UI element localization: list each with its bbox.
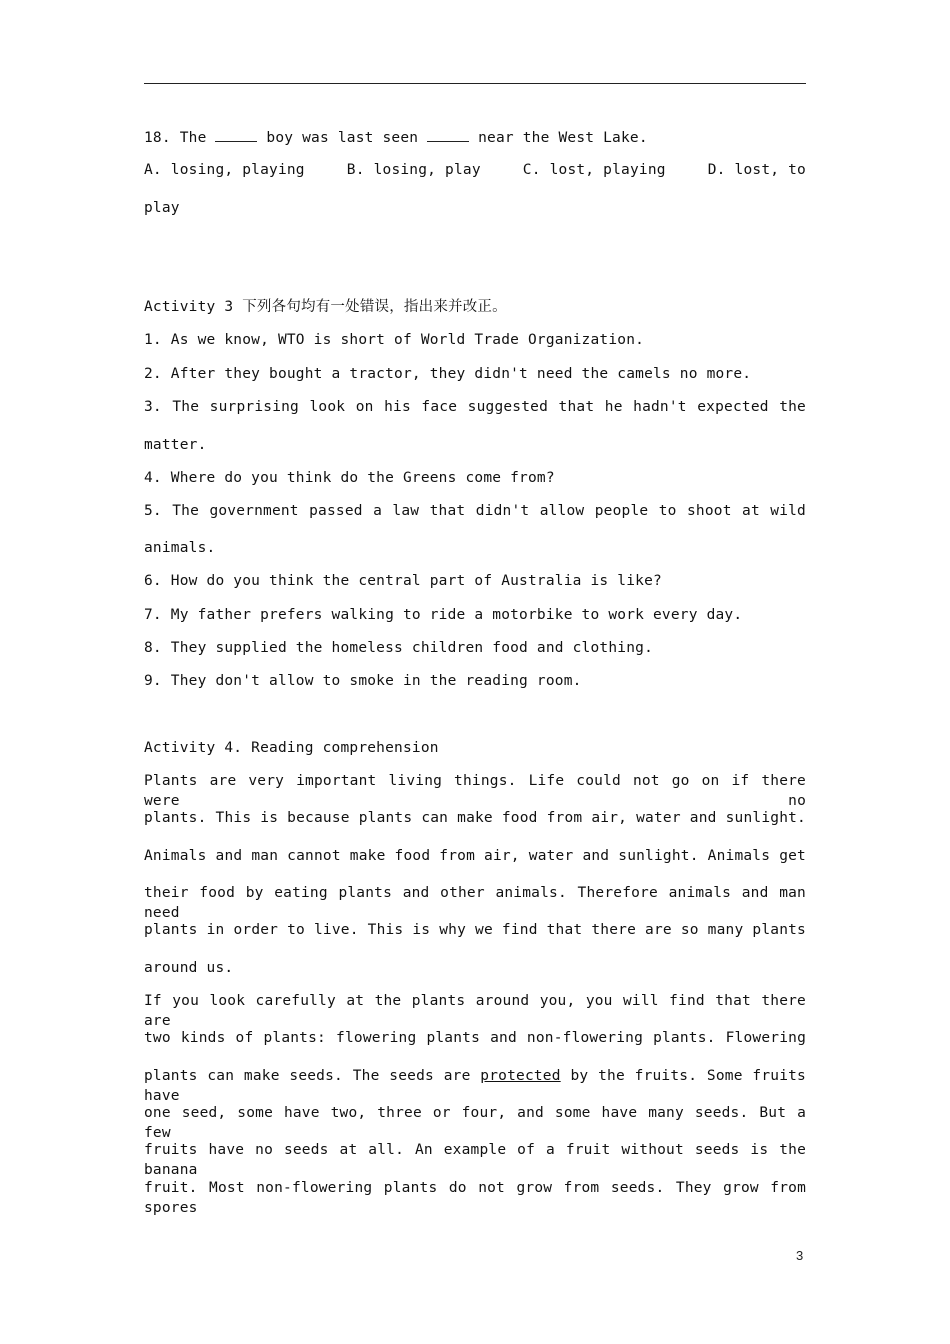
paragraph-line: two kinds of plants: flowering plants and non-flowering plants. Flowering: [144, 1030, 806, 1046]
activity-4-title: Activity 4. Reading comprehension: [144, 740, 439, 756]
option-b: B. losing, play: [346, 162, 481, 178]
option-a: A. losing, playing: [144, 162, 305, 178]
activity-3-item: 9. They don't allow to smoke in the reading room.: [144, 673, 582, 689]
activity-3-item: 3. The surprising look on his face suggested that he hadn't expected the: [144, 399, 806, 415]
activity-3-item-wrap: matter.: [144, 437, 207, 453]
option-d: D. lost, to: [707, 162, 806, 178]
paragraph-line: [144, 1066, 806, 1106]
paragraph-line: one seed, some have two, three or four, and some have many seeds. But a few: [144, 1105, 806, 1141]
option-d-wrap: play: [144, 200, 180, 216]
question-text-end: near the West Lake.: [478, 130, 648, 146]
text-segment: by the fruits. Some fruits have: [144, 1068, 806, 1104]
paragraph-line: If you look carefully at the plants around you, you will find that there are: [144, 993, 806, 1029]
activity-3-item-wrap: animals.: [144, 540, 216, 556]
paragraph-line: their food by eating plants and other animals. Therefore animals and man need: [144, 885, 806, 921]
answer-blank: [215, 127, 257, 142]
question-text-middle: boy was last seen: [266, 130, 419, 146]
question-18: [144, 127, 806, 148]
question-18-options: [144, 160, 806, 180]
paragraph-line: plants in order to live. This is why we find that there are so many plants: [144, 922, 806, 938]
option-c: C. lost, playing: [522, 162, 666, 178]
activity-3-item: 4. Where do you think do the Greens come from?: [144, 470, 555, 486]
underlined-word: protected: [480, 1068, 561, 1084]
page-number: 3: [796, 1248, 804, 1263]
question-text-start: The: [179, 130, 207, 146]
activity-3-item: 8. They supplied the homeless children food and clothing.: [144, 640, 653, 656]
paragraph-line: fruits have no seeds at all. An example of a fruit without seeds is the banana: [144, 1142, 806, 1178]
paragraph-line: around us.: [144, 960, 234, 976]
answer-blank: [427, 127, 469, 142]
activity-3-item: 2. After they bought a tractor, they didn't need the camels no more.: [144, 366, 752, 382]
activity-3-item: 7. My father prefers walking to ride a motorbike to work every day.: [144, 607, 743, 623]
activity-3-item: 6. How do you think the central part of Australia is like?: [144, 573, 662, 589]
paragraph-line: fruit. Most non-flowering plants do not grow from seeds. They grow from spores: [144, 1180, 806, 1216]
activity-3-item: 5. The government passed a law that didn't allow people to shoot at wild: [144, 503, 806, 519]
paragraph-line: Animals and man cannot make food from air, water and sunlight. Animals get: [144, 848, 806, 864]
paragraph-line: Plants are very important living things. Life could not go on if there were no: [144, 773, 806, 809]
text-segment: plants can make seeds. The seeds are: [144, 1068, 471, 1084]
paragraph-line: plants. This is because plants can make food from air, water and sunlight.: [144, 810, 806, 826]
activity-3-title: Activity 3 下列各句均有一处错误，指出来并改正。: [144, 299, 507, 315]
question-number: 18.: [144, 130, 171, 146]
activity-3-item: 1. As we know, WTO is short of World Trade Organization.: [144, 332, 645, 348]
header-rule: [144, 83, 806, 84]
